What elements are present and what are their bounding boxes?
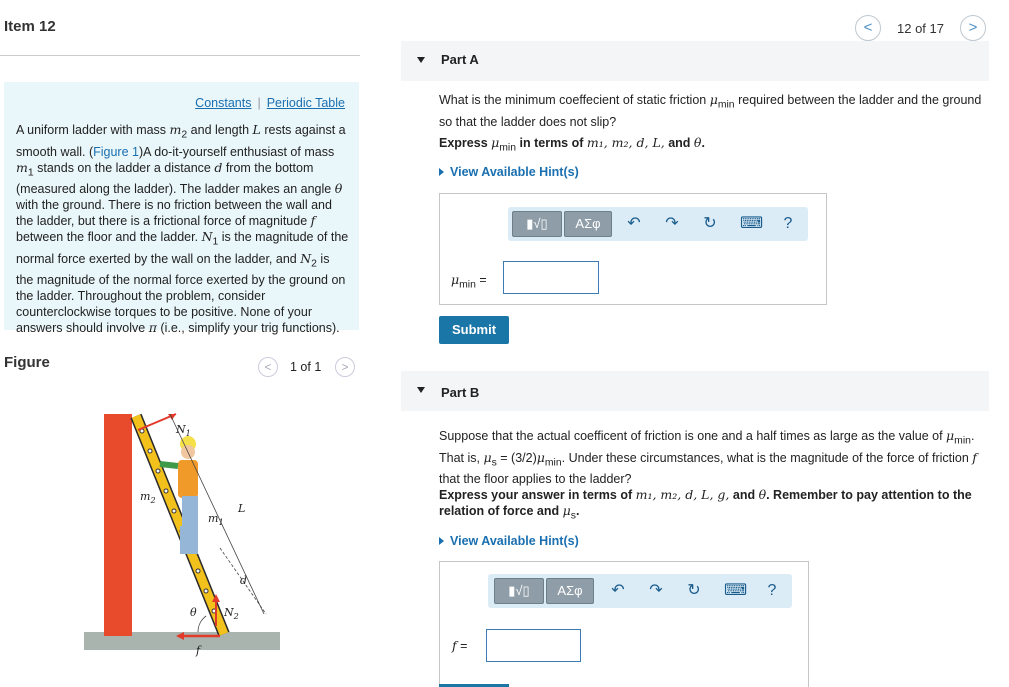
var-mu: μ <box>483 449 492 465</box>
text-run: Express <box>439 136 492 150</box>
figure-next-button[interactable]: > <box>335 357 355 377</box>
text-run: is the magnitude of the normal force exerted by the wall on the ladder, and <box>16 230 349 266</box>
vest <box>178 460 198 498</box>
item-counter: 12 of 17 <box>897 21 944 36</box>
ladder-figure <box>80 400 290 660</box>
vars: m₁, m₂, d, L, <box>586 135 665 150</box>
text-run: and length <box>187 123 253 137</box>
text-run: between the floor and the ladder. <box>16 230 202 244</box>
var-N: N <box>201 229 213 244</box>
constants-link[interactable]: Constants <box>195 96 252 110</box>
figure-pager: 1 of 1 <box>290 360 322 374</box>
var-mu: μ <box>451 272 460 287</box>
reset-icon[interactable]: ↻ <box>703 215 717 232</box>
text-run: . That is, <box>439 429 975 465</box>
var-f: f <box>452 638 457 653</box>
equation: = (3/2) <box>496 450 537 465</box>
label-f: f <box>196 644 201 657</box>
sub: min <box>499 142 517 154</box>
label-m1: $m_1$ <box>208 512 224 527</box>
part-a-instructions <box>439 135 705 157</box>
previous-item-button[interactable]: < <box>855 15 881 41</box>
sub: s <box>570 510 576 522</box>
problem-statement <box>4 82 359 335</box>
label-theta: θ <box>190 606 197 619</box>
text-run: What is the minimum coeffecient of static friction <box>439 93 710 107</box>
var-pi: π <box>148 320 157 335</box>
keyboard-icon[interactable]: ⌨ <box>724 582 748 599</box>
part-a-answer-box <box>439 193 827 305</box>
help-icon[interactable]: ? <box>767 582 777 599</box>
part-b-header[interactable] <box>401 371 989 411</box>
sub: min <box>954 435 971 447</box>
part-a-answer-input[interactable] <box>503 261 599 294</box>
wall <box>104 414 132 636</box>
redo-icon[interactable]: ↷ <box>649 582 663 599</box>
part-b-label: Part B <box>441 385 480 400</box>
text-run: )A do-it-yourself enthusiast of mass <box>138 144 335 159</box>
collapse-caret-icon[interactable] <box>417 387 425 393</box>
part-b-question <box>439 428 991 487</box>
sub: min <box>459 279 476 291</box>
sub: s <box>491 457 497 468</box>
left-divider <box>0 55 360 56</box>
link-separator: | <box>257 96 261 110</box>
var-m: m <box>169 122 182 137</box>
hint-label: View Available Hint(s) <box>450 534 579 548</box>
text-run: with the ground. There is no friction between the wall and the ladder, but there is a frictional force of magnitude <box>16 198 332 228</box>
text-run: from the bottom (measured along the ladder). The ladder makes an angle <box>16 160 335 196</box>
problem-text <box>16 122 350 336</box>
figure-prev-button[interactable]: < <box>258 357 278 377</box>
redo-icon[interactable]: ↷ <box>665 215 679 232</box>
collapse-caret-icon[interactable] <box>417 57 425 63</box>
text-run: and <box>729 488 759 502</box>
var-d: d <box>214 159 223 175</box>
math-toolbar <box>488 574 792 608</box>
sub: min <box>544 457 562 468</box>
part-b-answer-label <box>452 638 467 653</box>
var-mu: μ <box>491 135 500 150</box>
var-f: f <box>310 213 316 228</box>
part-a-label: Part A <box>441 52 479 67</box>
arm <box>160 464 178 466</box>
text-run: Suppose that the actual coefficent of friction is one and a half times as large as the value of <box>439 429 947 443</box>
next-item-button[interactable]: > <box>960 15 986 41</box>
greek-symbols-button[interactable]: ΑΣφ <box>546 578 594 604</box>
hint-label: View Available Hint(s) <box>450 165 579 179</box>
text-run: in terms of <box>516 136 587 150</box>
sub: 1 <box>27 167 34 178</box>
part-a-hints-toggle[interactable] <box>439 165 579 179</box>
var-mu: μ <box>709 92 718 107</box>
equals: = <box>460 639 468 653</box>
lower-legs <box>180 526 198 554</box>
var-L: L <box>252 122 261 137</box>
var-m: m <box>16 159 28 175</box>
resource-links <box>195 96 345 110</box>
var-f: f <box>972 449 977 465</box>
var-mu: μ <box>536 449 545 465</box>
label-N2: $N_2$ <box>224 606 239 621</box>
sub: 2 <box>181 129 188 141</box>
templates-button[interactable]: ▮√▯ <box>494 578 544 604</box>
sub: min <box>717 99 735 111</box>
part-a-question <box>439 92 985 130</box>
item-title: Item 12 <box>4 18 56 35</box>
text-run: stands on the ladder a distance <box>33 160 215 175</box>
figure-title: Figure <box>4 354 50 371</box>
theta-arc <box>198 616 206 632</box>
keyboard-icon[interactable]: ⌨ <box>740 215 764 232</box>
part-b-answer-box <box>439 561 809 687</box>
text-run: . <box>701 136 705 150</box>
text-run: rests against a smooth wall. ( <box>16 123 346 159</box>
part-b-instructions <box>439 487 989 525</box>
text-run: that the floor applies to the ladder? <box>439 472 632 486</box>
undo-icon[interactable]: ↶ <box>611 582 625 599</box>
help-icon[interactable]: ? <box>783 215 793 232</box>
label-m2: $m_2$ <box>140 490 156 505</box>
text-run: A uniform ladder with mass <box>16 123 170 137</box>
var-mu: μ <box>946 428 955 443</box>
label-N1: $N_1$ <box>176 423 191 438</box>
legs <box>182 496 198 526</box>
var-theta: θ <box>334 181 343 196</box>
label-L: L <box>238 502 246 515</box>
greek-symbols-button[interactable]: ΑΣφ <box>564 211 612 237</box>
var-theta: θ <box>693 135 702 150</box>
part-b-hints-toggle[interactable] <box>439 534 579 548</box>
label-d: d <box>240 574 248 587</box>
part-a-answer-label <box>451 272 487 291</box>
text-run: and <box>664 136 694 150</box>
vars: m₁, m₂, d, L, g, <box>635 487 730 502</box>
equals: = <box>479 273 487 287</box>
text-run: is the magnitude of the normal force exerted by the ground on the ladder. Throughout the problem, consider counterclockwise torques to be positive. None of your answers should involve <box>16 251 346 335</box>
var-mu: μ <box>562 503 571 518</box>
templates-button[interactable]: ▮√▯ <box>512 211 562 237</box>
sub: 2 <box>311 258 317 269</box>
var-N: N <box>300 250 312 266</box>
math-toolbar <box>508 207 808 241</box>
hint-expand-icon <box>439 537 444 545</box>
text-run: required between the ladder and the ground so that the ladder does not slip? <box>439 93 982 129</box>
sub: 1 <box>212 236 219 248</box>
hint-expand-icon <box>439 168 444 176</box>
text-run: . <box>575 504 580 518</box>
figure-link[interactable]: Figure 1 <box>93 144 139 159</box>
part-b-answer-input[interactable] <box>486 629 581 662</box>
reset-icon[interactable]: ↻ <box>687 582 701 599</box>
part-a-submit-button[interactable]: Submit <box>439 316 509 344</box>
periodic-table-link[interactable]: Periodic Table <box>266 96 345 110</box>
part-a-header[interactable] <box>401 41 989 81</box>
text-run: Express your answer in terms of <box>439 488 636 502</box>
var-theta: θ <box>758 487 767 502</box>
undo-icon[interactable]: ↶ <box>627 215 641 232</box>
text-run: (i.e., simplify your trig functions). <box>156 321 340 335</box>
text-run: . Remember to pay attention to the relation of force and <box>439 488 972 518</box>
text-run: . Under these circumstances, what is the magnitude of the force of friction <box>561 450 973 465</box>
